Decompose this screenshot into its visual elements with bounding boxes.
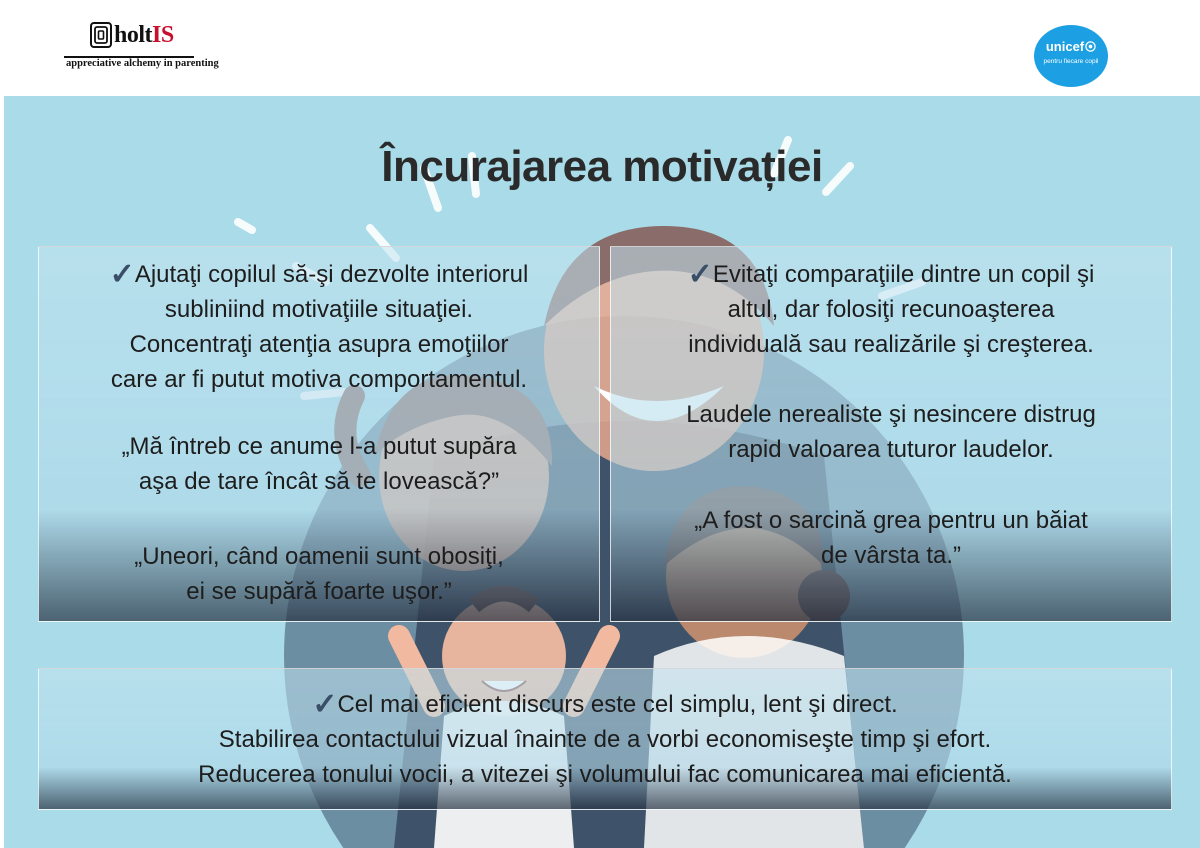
tip-left-quote-2: „Uneori, când oamenii sunt obosiţi, ei se supără foarte uşor.”	[134, 543, 504, 605]
check-icon: ✓	[687, 258, 713, 291]
unicef-globe-icon	[1085, 41, 1096, 52]
holtis-name: holtIS	[114, 22, 174, 48]
tip-left-paragraph-1: ✓Ajutaţi copilul să-şi dezvolte interiorul subliniind motivaţiile situaţiei. Concentraţi atenţia asupra emoţiilor care ar fi putut motiva comportamentul.	[109, 258, 529, 393]
holtis-tagline: appreciative alchemy in parenting	[66, 58, 219, 69]
page-title: Încurajarea motivației	[381, 142, 823, 191]
holtis-logo	[64, 18, 219, 74]
tip-right-quote: „A fost o sarcină grea pentru un băiat de vârsta ta.”	[694, 507, 1088, 569]
header	[0, 0, 1200, 96]
tip-bottom-paragraph: ✓Cel mai eficient discurs este cel simplu, lent şi direct. Stabilirea contactului vizual înainte de a vorbi economiseşte timp şi efort. Reducerea tonului vocii, a vitezei şi volumului fac comunicarea mai eficientă.	[198, 688, 1012, 788]
tip-right-paragraph-2: Laudele nerealiste şi nesincere distrug rapid valoarea tuturor laudelor.	[686, 401, 1096, 463]
tip-panel-left	[38, 246, 600, 622]
tip-left-quote-1: „Mă întreb ce anume l-a putut supăra aşa de tare încât să te lovească?”	[121, 433, 517, 495]
tip-right-paragraph-1: ✓Evitaţi comparaţiile dintre un copil şi altul, dar folosiţi recunoaşterea individuală sau realizările şi creşterea.	[687, 258, 1095, 358]
unicef-logo	[1034, 25, 1108, 87]
check-icon: ✓	[109, 258, 135, 291]
check-icon: ✓	[312, 688, 338, 721]
holtis-spiral-icon	[90, 22, 112, 48]
unicef-tagline: pentru fiecare copil	[1043, 58, 1099, 65]
poster	[4, 96, 1200, 848]
unicef-name: unicef	[1034, 39, 1108, 54]
tip-panel-bottom	[38, 668, 1172, 810]
tip-panel-right	[610, 246, 1172, 622]
